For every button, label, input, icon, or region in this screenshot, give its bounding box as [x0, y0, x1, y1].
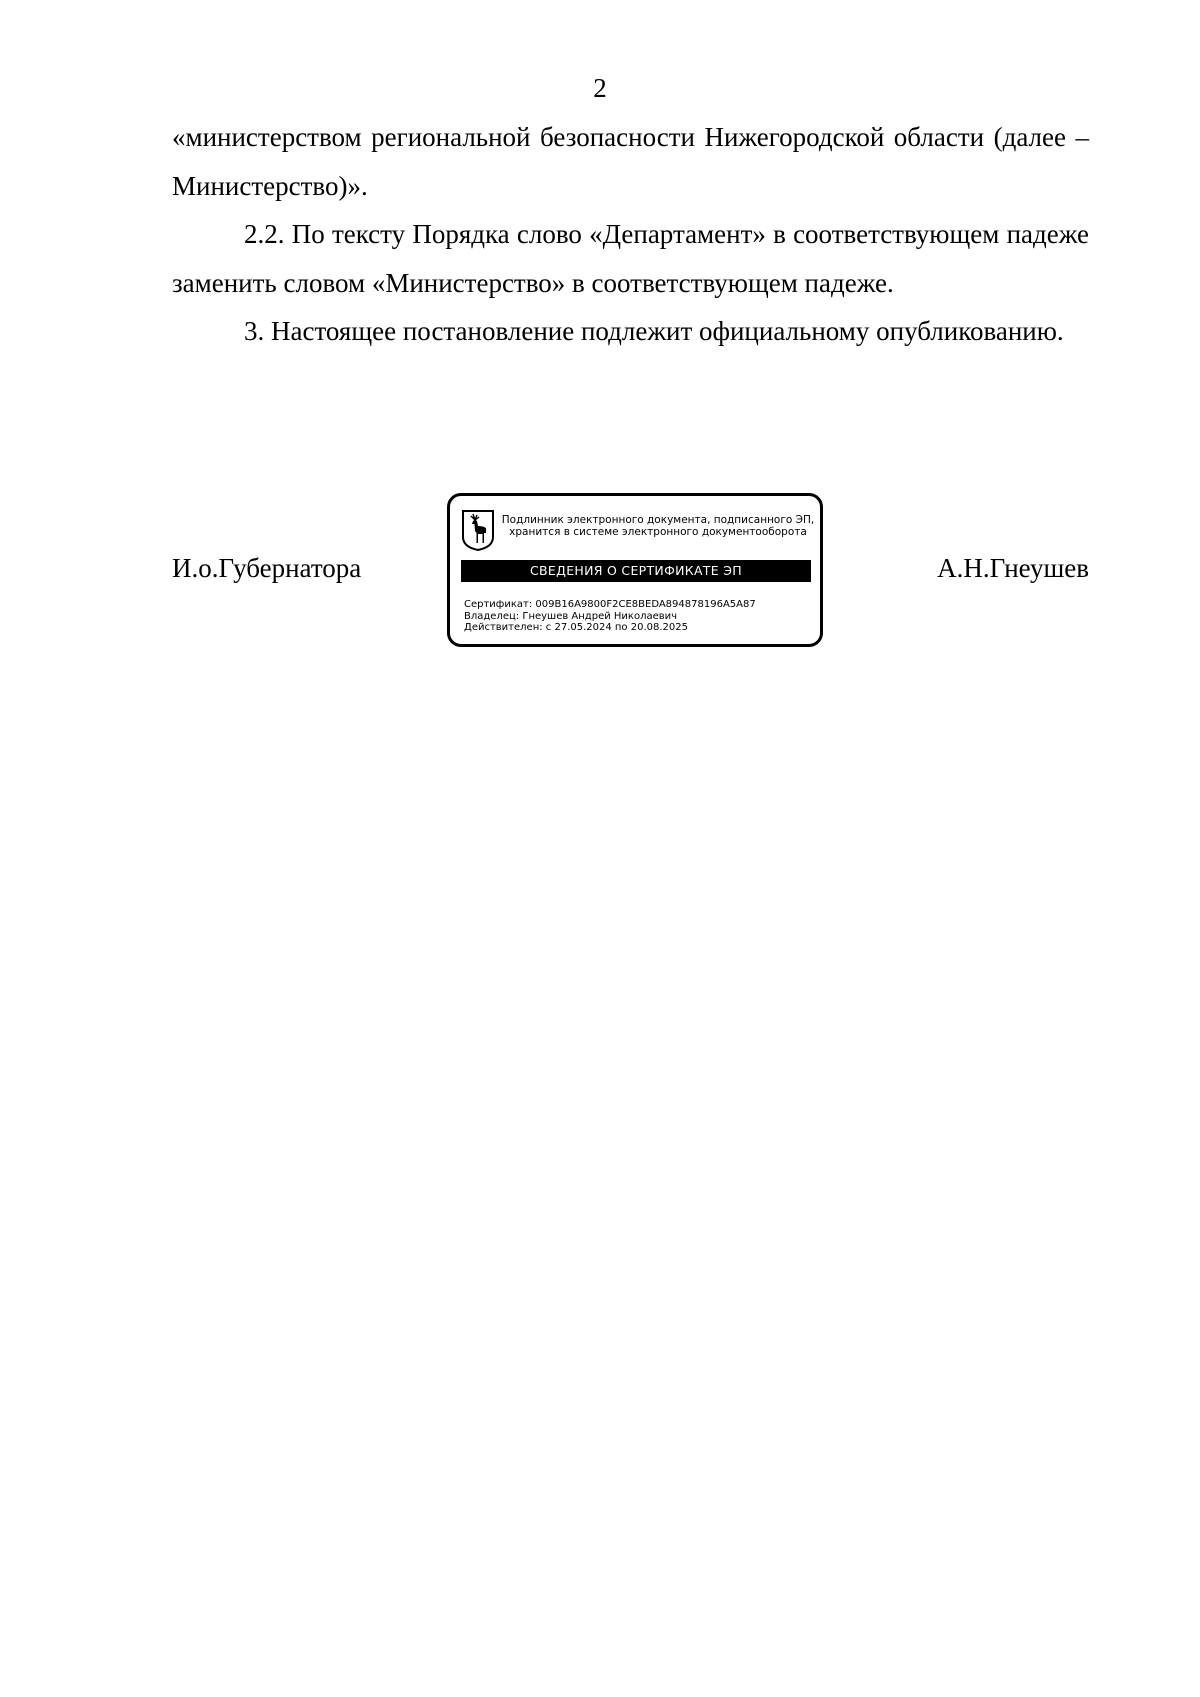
paragraph-2: 2.2. По тексту Порядка слово «Департамент» в соответствующем падеже заменить словом «Министерство» в соответствующем падеже.: [172, 219, 1089, 298]
paragraph-1: «министерством региональной безопасности Нижегородской области (далее – Министерство)».: [172, 122, 1089, 201]
paragraph-3: 3. Настоящее постановление подлежит официальному опубликованию.: [244, 316, 1064, 346]
certificate-number: Сертификат: 009B16A9800F2CE8BEDA894878196A5A87: [464, 599, 756, 610]
signature-block: [172, 493, 1089, 655]
page-number: 2: [593, 73, 607, 103]
certificate-details: [464, 599, 756, 634]
signatory-name: А.Н.Гнеушев: [937, 553, 1089, 583]
certificate-validity: Действителен: с 27.05.2024 по 20.08.2025: [464, 622, 688, 633]
signatory-position: И.о.Губернатора: [172, 553, 362, 583]
document-body: [172, 113, 1089, 356]
certificate-owner: Владелец: Гнеушев Андрей Николаевич: [464, 610, 678, 622]
stamp-header-line-1: Подлинник электронного документа, подписанного ЭП,: [501, 514, 815, 526]
stamp-header-line-2: хранится в системе электронного документооборота: [509, 526, 807, 538]
deer-emblem-icon: [461, 509, 495, 551]
certificate-banner: СВЕДЕНИЯ О СЕРТИФИКАТЕ ЭП: [461, 560, 811, 582]
stamp-header: [498, 514, 818, 538]
electronic-signature-stamp: [447, 493, 823, 647]
